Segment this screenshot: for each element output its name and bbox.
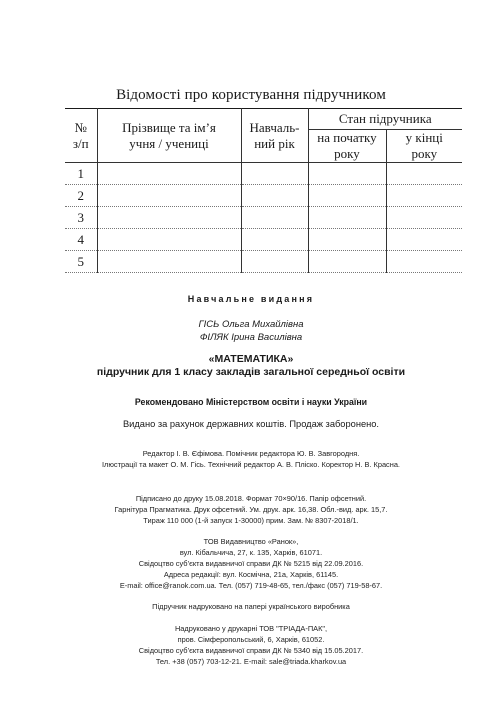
header-state-start: [308, 130, 386, 163]
header-book-state: Стан підручника: [308, 109, 462, 130]
end-state-cell: [386, 207, 462, 229]
row-number: 2: [65, 185, 97, 207]
table-row: [65, 229, 462, 251]
start-state-cell: [308, 251, 386, 273]
book-title: «МАТЕМАТИКА»: [208, 353, 294, 365]
author-2: ФІЛЯК Ірина Василівна: [199, 332, 303, 343]
student-cell: [97, 207, 241, 229]
publisher-line-5: E-mail: office@ranok.com.ua. Тел. (057) 719-48-65, тел./факс (057) 719-58-67.: [119, 581, 383, 590]
row-number: 1: [65, 163, 97, 185]
header-year-line1: Навчаль-: [249, 119, 300, 135]
header-name-line2: учня / учениці: [129, 135, 209, 151]
editors-line-2: Ілюстрації та макет О. М. Гісь. Технічний редактор А. В. Пліско. Коректор Н. В. Красна.: [101, 460, 400, 469]
edition-type: Навчальне видання: [187, 294, 315, 304]
editors-line-1: Редактор І. В. Єфімова. Помічник редактора Ю. В. Завгородня.: [142, 449, 360, 458]
student-cell: [97, 163, 241, 185]
table-header-row: [65, 109, 462, 130]
end-state-cell: [386, 251, 462, 273]
header-start-line1: на початку: [317, 130, 377, 145]
recommendation: Рекомендовано Міністерством освіти і науки України: [134, 397, 368, 407]
author-1: ГІСЬ Ольга Михайлівна: [198, 319, 304, 330]
paper-note: Підручник надруковано на папері українського виробника: [152, 602, 350, 611]
student-cell: [97, 229, 241, 251]
print-line-1: Підписано до друку 15.08.2018. Формат 70×90/16. Папір офсетний.: [135, 494, 367, 503]
header-number-line1: №: [74, 119, 87, 135]
header-number-line2: з/п: [72, 135, 89, 151]
published-note: Видано за рахунок державних коштів. Продаж заборонено.: [122, 419, 380, 429]
start-state-cell: [308, 163, 386, 185]
student-cell: [97, 185, 241, 207]
table-row: [65, 163, 462, 185]
printer-line-4: Тел. +38 (057) 703-12-21. E-mail: sale@triada.kharkov.ua: [155, 657, 347, 666]
header-year-line2: ний рік: [254, 135, 295, 151]
printer-line-2: пров. Сімферопольський, 6, Харків, 61052.: [177, 635, 325, 644]
row-number: 5: [65, 251, 97, 273]
student-cell: [97, 251, 241, 273]
print-line-3: Тираж 110 000 (1-й запуск 1-30000) прим. Зам. № 8307-2018/1.: [143, 516, 359, 525]
year-cell: [241, 207, 308, 229]
publisher-line-4: Адреса редакції: вул. Космічна, 21а, Харків, 61145.: [163, 570, 339, 579]
year-cell: [241, 185, 308, 207]
start-state-cell: [308, 229, 386, 251]
header-start-line2: року: [334, 146, 360, 161]
header-student-name: [97, 109, 241, 163]
header-end-line1: у кінці: [405, 130, 443, 145]
header-number: [65, 109, 97, 163]
row-number: 3: [65, 207, 97, 229]
start-state-cell: [308, 207, 386, 229]
publisher-line-2: вул. Кібальчича, 27, к. 135, Харків, 61071.: [179, 548, 323, 557]
table-row: [65, 207, 462, 229]
publisher-line-1: ТОВ Видавництво «Ранок»,: [203, 537, 299, 546]
table-row: [65, 251, 462, 273]
start-state-cell: [308, 185, 386, 207]
book-subtitle: підручник для 1 класу закладів загальної середньої освіти: [96, 366, 406, 378]
year-cell: [241, 229, 308, 251]
textbook-usage-table: [65, 108, 462, 273]
publisher-line-3: Свідоцтво суб’єкта видавничої справи ДК № 5215 від 22.09.2016.: [138, 559, 364, 568]
header-school-year: [241, 109, 308, 163]
year-cell: [241, 163, 308, 185]
end-state-cell: [386, 163, 462, 185]
header-name-line1: Прізвище та ім’я: [122, 119, 216, 135]
header-state-end: [386, 130, 462, 163]
year-cell: [241, 251, 308, 273]
end-state-cell: [386, 185, 462, 207]
end-state-cell: [386, 229, 462, 251]
printer-line-3: Свідоцтво суб’єкта видавничої справи ДК № 5340 від 15.05.2017.: [138, 646, 364, 655]
row-number: 4: [65, 229, 97, 251]
print-line-2: Гарнітура Прагматика. Друк офсетний. Ум. друк. арк. 16,38. Обл.-вид. арк. 15,7.: [114, 505, 388, 514]
register-title: Відомості про користування підручником: [116, 87, 386, 103]
header-end-line2: року: [411, 146, 438, 161]
printer-line-1: Надруковано у друкарні ТОВ "ТРІАДА-ПАК",: [174, 624, 328, 633]
table-row: [65, 185, 462, 207]
